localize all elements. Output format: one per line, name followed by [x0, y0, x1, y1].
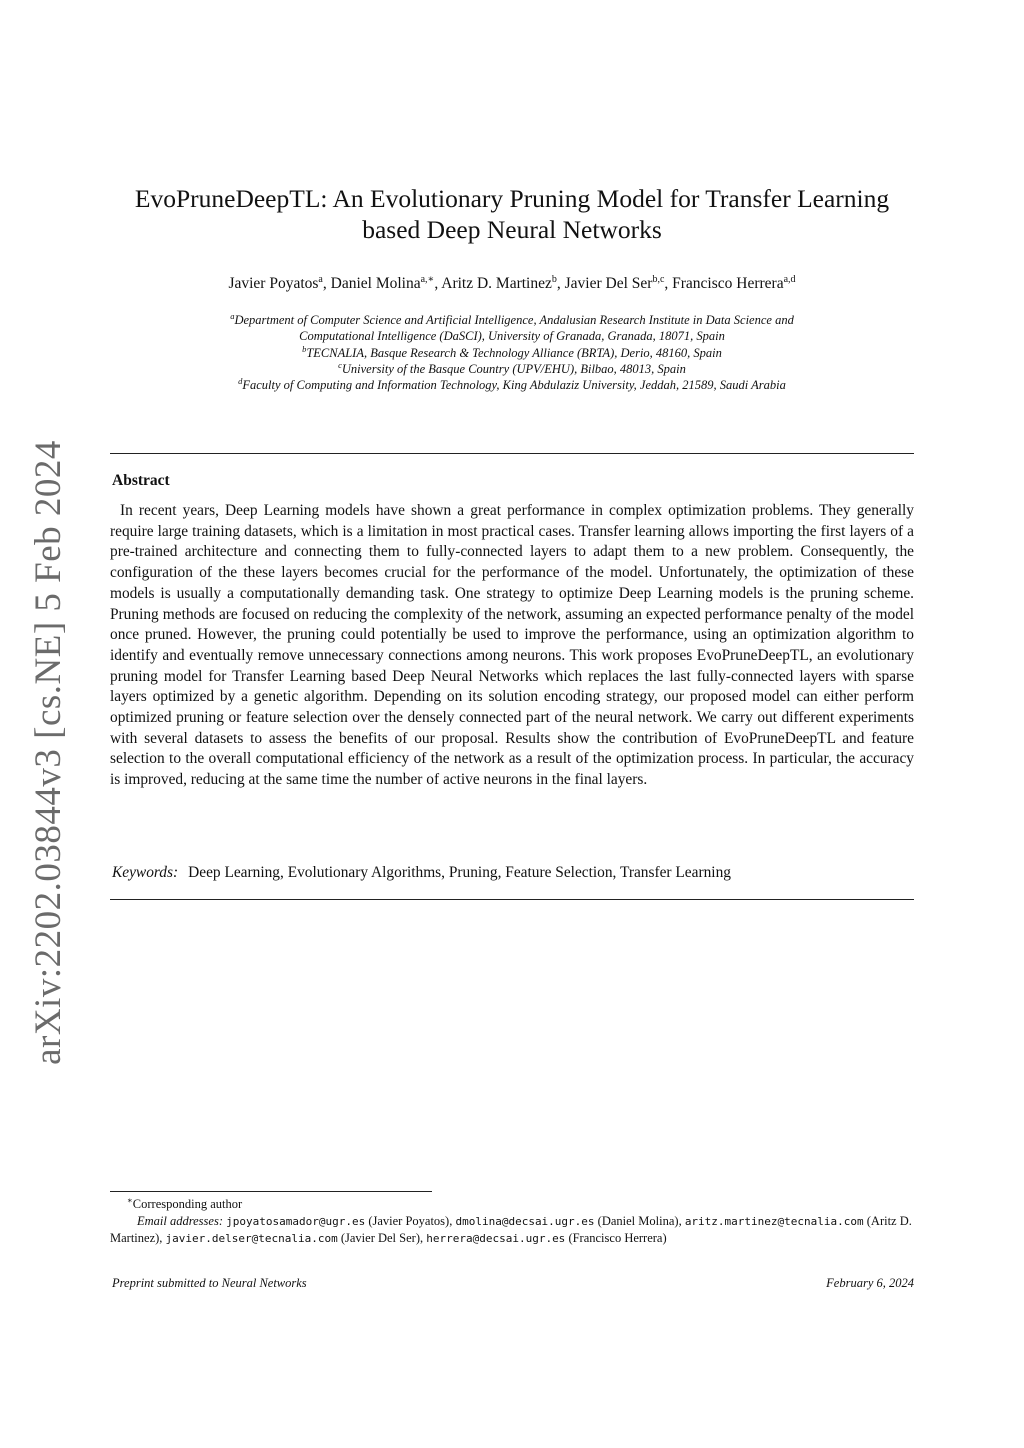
preprint-date: February 6, 2024 — [826, 1276, 914, 1290]
email-link[interactable]: dmolina@decsai.ugr.es — [455, 1215, 595, 1228]
corresponding-author-note: ∗Corresponding author — [127, 1195, 243, 1211]
affiliations — [112, 312, 912, 393]
title-line-1: EvoPruneDeepTL: An Evolutionary Pruning Model for Transfer Learning — [134, 184, 890, 213]
author-list — [112, 275, 912, 293]
author: Francisco Herrera$^{a,d}$ — [672, 274, 796, 292]
affiliation: $^b$TECNALIA, Basque Research & Technology Alliance (BRTA), Derio, 48160, Spain — [302, 343, 722, 360]
email-link[interactable]: jpoyatosamador@ugr.es — [226, 1215, 366, 1228]
email-addresses: Email addresses: jpoyatosamador@ugr.es (Javier Poyatos), dmolina@decsai.ugr.es (Daniel Molina), aritz.martinez@tecnalia.com (Aritz D. Martinez), javier.delser@tecnalia.com (Javier Del Ser), herrera@decsai.ugr.es (Francisco Herrera) — [110, 1214, 912, 1245]
author: Javier Del Ser$^{b,c}$, — [564, 274, 673, 292]
affiliation: $^d$Faculty of Computing and Information Technology, King Abdulaziz University, Jeddah, 21589, Saudi Arabia — [238, 376, 786, 393]
keywords-label: Keywords: — [112, 864, 179, 881]
abstract-bottom-rule — [110, 899, 914, 900]
preprint-note: Preprint submitted to Neural Networks — [112, 1276, 307, 1290]
arxiv-identifier-text: arXiv:2202.03844v3 [cs.NE] 5 Feb 2024 — [27, 439, 69, 1065]
affiliation: Computational Intelligence (DaSCI), University of Granada, Granada, 18071, Spain — [299, 329, 725, 344]
email-link[interactable]: javier.delser@tecnalia.com — [165, 1232, 338, 1245]
footnote — [110, 1196, 914, 1247]
abstract-heading: Abstract — [112, 472, 170, 489]
email-link[interactable]: aritz.martinez@tecnalia.com — [684, 1215, 864, 1228]
email-label: Email addresses: — [137, 1214, 223, 1228]
footnote-rule — [110, 1191, 432, 1192]
keywords-list: Deep Learning, Evolutionary Algorithms, Pruning, Feature Selection, Transfer Learning — [188, 864, 731, 881]
title-line-2: based Deep Neural Networks — [362, 215, 662, 244]
arxiv-identifier-stamp — [18, 439, 78, 1065]
paper-title — [112, 183, 912, 245]
keywords — [112, 864, 731, 882]
affiliation: $^c$University of the Basque Country (UPV/EHU), Bilbao, 48013, Spain — [338, 359, 686, 376]
abstract-body: In recent years, Deep Learning models have shown a great performance in complex optimization problems. They generally require large training datasets, which is a limitation in most practical cases. Transfer learning allows importing the first layers of a pre-trained architecture and connecting them to fully-connected layers to adapt them to a new problem. Consequently, the configuration of the these layers becomes crucial for the performance of the model. Unfortunately, the optimization of these models is usually a computationally demanding task. One strategy to optimize Deep Learning models is the pruning scheme. Pruning methods are focused on reducing the complexity of the network, assuming an expected performance penalty of the model once pruned. However, the pruning could potentially be used to improve the performance, using an optimization algorithm to identify and eventually remove unnecessary connections among neurons. This work proposes EvoPruneDeepTL, an evolutionary pruning model for Transfer Learning based Deep Neural Networks which replaces the last fully-connected layers with sparse layers optimized by a genetic algorithm. Depending on its solution encoding strategy, our proposed model can either perform optimized pruning or feature selection over the densely connected part of the neural network. We carry out different experiments with several datasets to assess the benefits of our proposal. Results show the contribution of EvoPruneDeepTL and feature selection to the overall computational efficiency of the network as a result of the optimization process. In particular, the accuracy is improved, reducing at the same time the number of active neurons in the final layers. — [110, 502, 914, 789]
abstract-top-rule — [110, 453, 914, 454]
author: Aritz D. Martinez$^b$, — [441, 274, 565, 292]
email-link[interactable]: herrera@decsai.ugr.es — [426, 1232, 566, 1245]
affiliation: $^a$Department of Computer Science and Artificial Intelligence, Andalusian Research Institute in Data Science and — [230, 311, 794, 327]
author: Daniel Molina$^{a,∗}$, — [330, 274, 442, 292]
author: Javier Poyatos$^a$, — [228, 274, 331, 292]
